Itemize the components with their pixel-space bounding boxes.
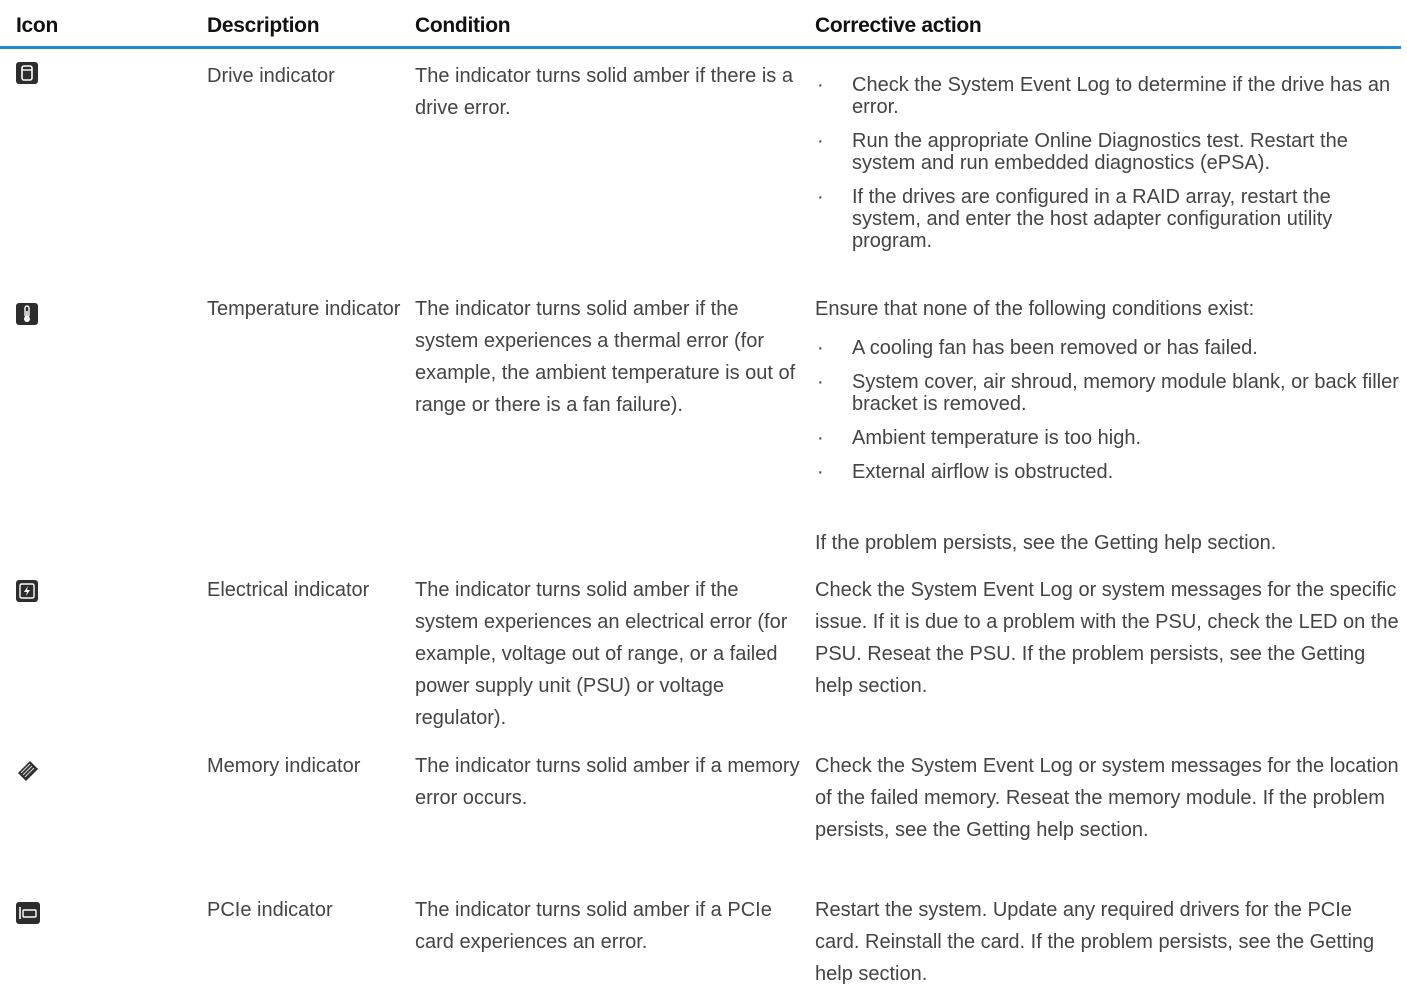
list-item: · Check the System Event Log to determine if the drive has an error. <box>817 74 1391 118</box>
row-corrective-action: Restart the system. Update any required drivers for the PCIe card. Reinstall the card. If the problem persists, see the Getting help section. <box>815 899 1375 985</box>
row-condition: The indicator turns solid amber if there is a drive error. <box>415 65 793 119</box>
list-item: · If the drives are configured in a RAID array, restart the system, and enter the host adapter configuration utility program. <box>817 186 1333 252</box>
list-item: · A cooling fan has been removed or has failed. <box>817 337 1258 359</box>
row-description: Temperature indicator <box>207 298 401 320</box>
row-condition: The indicator turns solid amber if the system experiences an electrical error (for example, voltage out of range, or a failed power supply unit (PSU) or voltage regulator). <box>415 579 788 729</box>
action-intro: Ensure that none of the following conditions exist: <box>815 298 1255 320</box>
row-description: Memory indicator <box>207 755 361 777</box>
row-condition: The indicator turns solid amber if a memory error occurs. <box>415 755 800 809</box>
action-list <box>815 74 1401 252</box>
list-item: · System cover, air shroud, memory module blank, or back filler bracket is removed. <box>817 371 1399 415</box>
list-item: · External airflow is obstructed. <box>817 461 1114 483</box>
header-divider <box>0 46 1401 49</box>
table-header <box>0 0 1401 48</box>
list-item: · Ambient temperature is too high. <box>817 427 1142 449</box>
header-corrective-action: Corrective action <box>815 14 982 37</box>
header-icon: Icon <box>16 14 58 37</box>
list-item: · Run the appropriate Online Diagnostics test. Restart the system and run embedded diagnostics (ePSA). <box>817 130 1348 174</box>
row-condition: The indicator turns solid amber if a PCIe card experiences an error. <box>415 899 772 953</box>
action-list <box>815 337 1401 483</box>
row-description: Electrical indicator <box>207 579 370 601</box>
row-description: PCIe indicator <box>207 899 333 921</box>
row-corrective-action: Check the System Event Log or system messages for the specific issue. If it is due to a problem with the PSU, check the LED on the PSU. Reseat the PSU. If the problem persists, see the Getting help section. <box>815 579 1399 697</box>
action-outro: If the problem persists, see the Getting help section. <box>815 532 1277 554</box>
header-description: Description <box>207 14 320 37</box>
header-condition: Condition <box>415 14 511 37</box>
row-condition: The indicator turns solid amber if the system experiences a thermal error (for example, the ambient temperature is out of range or there is a fan failure). <box>415 298 796 416</box>
row-description: Drive indicator <box>207 65 335 87</box>
row-corrective-action: Check the System Event Log or system messages for the location of the failed memory. Reseat the memory module. If the problem persists, see the Getting help section. <box>815 755 1399 841</box>
